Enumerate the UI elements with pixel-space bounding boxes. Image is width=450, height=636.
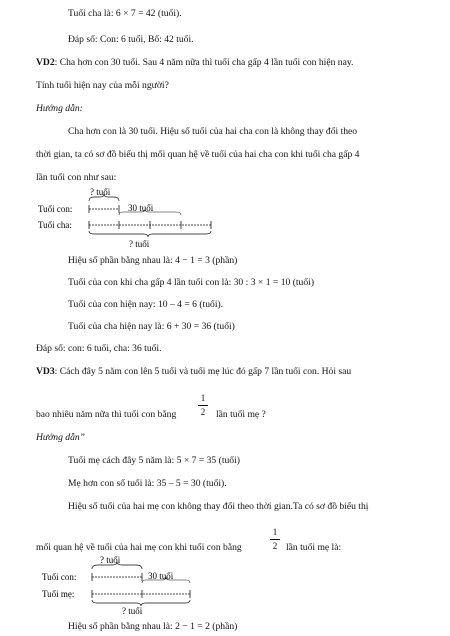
para-1b: thời gian, ta có sơ đồ biểu thị mối quan hệ về tuổi của hai cha con khi tuổi cha gấp 4 <box>36 149 360 160</box>
vd3-question-b: lần tuổi mẹ ? <box>216 409 266 420</box>
diagram2-con-label: Tuổi con: <box>42 572 77 582</box>
frac-den: 2 <box>200 407 206 417</box>
diagram2-q-bottom: ? tuổi <box>122 606 143 616</box>
diagram1-thirty: 30 tuổi <box>128 203 154 213</box>
frac-bar <box>270 539 280 540</box>
diagram1-q-bottom: ? tuổi <box>129 239 150 249</box>
vd2-text: : Cha hơn con 30 tuổi. Sau 4 năm nữa thì tuổi cha gấp 4 lần tuổi con hiện nay. <box>54 57 354 68</box>
diagram-father-son <box>36 186 236 250</box>
step-4: Tuổi của cha hiện nay là: 6 + 30 = 36 (tuổi) <box>68 321 235 332</box>
diagram1-brace-bottom <box>89 231 211 237</box>
diagram1-q-top: ? tuổi <box>90 187 111 197</box>
step-3: Tuổi của con hiện nay: 10 – 4 = 6 (tuổi). <box>68 299 224 310</box>
vd2-heading <box>36 57 353 69</box>
line-t2: Mẹ hơn con số tuổi là: 35 – 5 = 30 (tuổi). <box>68 478 227 489</box>
line-t4b: lần tuổi mẹ là: <box>286 542 342 553</box>
diagram2-me-label: Tuổi mẹ: <box>42 589 75 599</box>
guide-heading-1: Hướng dẫn: <box>36 103 83 114</box>
vd2-question: Tính tuổi hiện nay của mỗi người? <box>36 80 169 91</box>
line-answer-1: Đáp số: Con: 6 tuổi, Bố: 42 tuổi. <box>68 34 194 45</box>
diagram-mother-son <box>42 554 242 616</box>
fraction-one-half <box>198 393 208 418</box>
line-t3: Hiệu số tuổi của hai mẹ con không thay đổi theo thời gian.Ta có sơ đồ biểu thị <box>68 501 369 512</box>
guide-heading-2: Hướng dẫn” <box>36 432 85 443</box>
vd2-label: VD2 <box>36 57 55 68</box>
answer-2: Đáp số: con: 6 tuổi, cha: 36 tuổi. <box>36 343 162 354</box>
vd3-question-a: bao nhiêu năm nữa thì tuổi con bằng <box>36 409 177 420</box>
para-1a: Cha hơn con là 30 tuổi. Hiệu số tuổi của hai cha con là không thay đổi theo <box>68 126 358 137</box>
frac-num: 1 <box>200 393 206 403</box>
diagram2-q-top: ? tuổi <box>100 555 121 565</box>
frac-den: 2 <box>272 541 278 551</box>
fraction-one-half-2 <box>270 527 280 552</box>
step-2: Tuổi của con khi cha gấp 4 lần tuổi con là: 30 : 3 × 1 = 10 (tuổi) <box>68 277 315 288</box>
diagram1-cha-label: Tuổi cha: <box>38 220 72 230</box>
diagram1-con-label: Tuổi con: <box>38 204 73 214</box>
step-1: Hiệu số phần bằng nhau là: 4 − 1 = 3 (phần) <box>68 255 238 266</box>
vd3-heading <box>36 366 351 378</box>
para-1c: lần tuổi con như sau: <box>36 172 117 183</box>
frac-num: 1 <box>272 527 278 537</box>
line-t1: Tuổi mẹ cách đây 5 năm là: 5 × 7 = 35 (tuổi) <box>68 455 240 466</box>
line-t5: Hiệu số phần bằng nhau là: 2 − 1 = 2 (phần) <box>68 621 238 632</box>
vd3-text: : Cách đây 5 năm con lên 5 tuổi và tuổi mẹ lúc đó gấp 7 lần tuổi con. Hỏi sau <box>54 366 352 377</box>
line-t4a: mối quan hệ về tuổi của hai mẹ con khi tuổi con bằng <box>36 542 242 553</box>
line-father-age: Tuổi cha là: 6 × 7 = 42 (tuổi). <box>68 8 182 19</box>
vd3-label: VD3 <box>36 366 55 377</box>
frac-bar <box>198 405 208 406</box>
diagram2-thirty: 30 tuổi <box>148 571 174 581</box>
